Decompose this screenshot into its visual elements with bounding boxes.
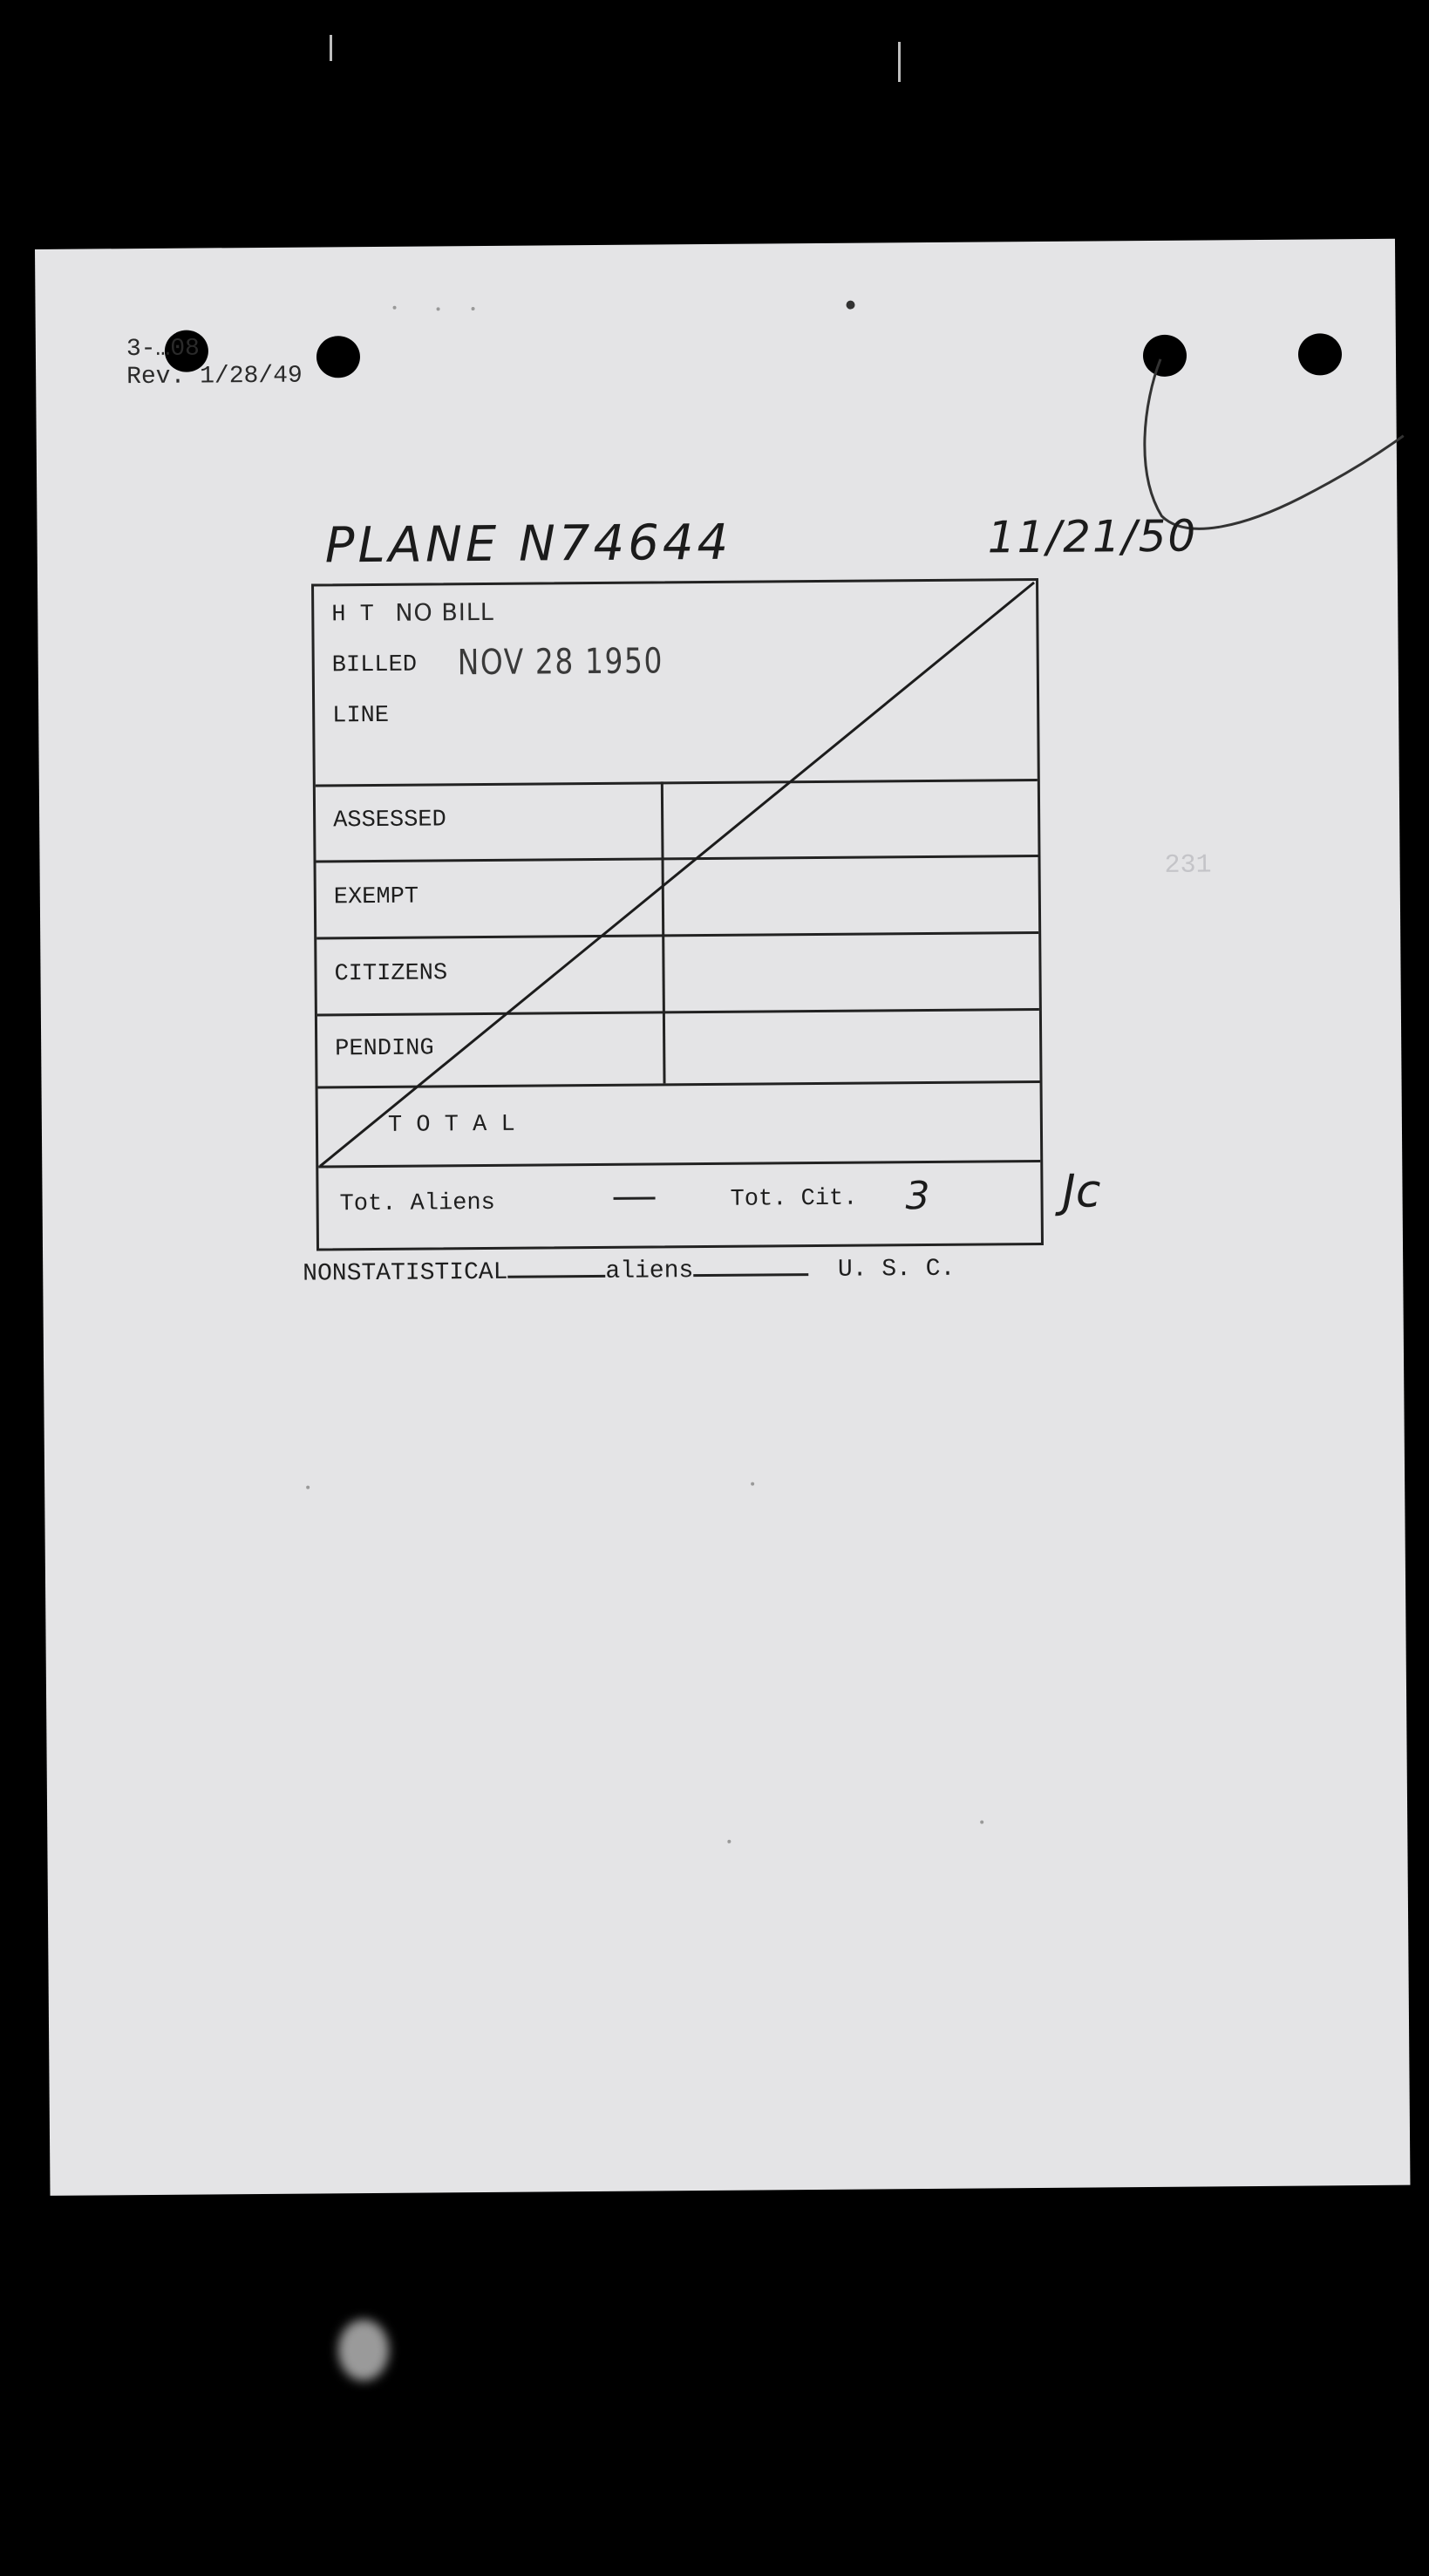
paper-speck [727,1840,731,1843]
paper-speck [846,301,854,310]
form-revision-line: Rev. 1/28/49 [126,362,303,392]
document-page [35,239,1410,2196]
paper-speck [393,306,397,310]
ht-label: H T [331,601,375,629]
nonstatistical-blank [508,1275,606,1278]
paper-speck [472,307,475,310]
nonstatistical-line [303,1256,955,1288]
punch-hole [316,336,360,378]
handwritten-initials: Jc [1062,1165,1101,1218]
paper-speck [751,1482,754,1486]
paper-speck [980,1821,983,1824]
tot-cit-value: 3 [905,1173,930,1219]
handwritten-plane-number: PLANE N74644 [324,514,732,575]
tally-form [311,578,1044,1251]
no-bill-stamp: NO BILL [395,598,495,627]
assessed-label: ASSESSED [333,807,446,835]
exempt-label: EXEMPT [333,883,419,911]
tot-aliens-label: Tot. Aliens [339,1189,495,1218]
nonstatistical-label: NONSTATISTICAL [303,1258,508,1288]
form-number-line: 3-…08 [126,335,201,364]
billed-date-stamp: NOV 28 1950 [457,641,664,684]
usc-label: U. S. C. [837,1255,956,1284]
tot-aliens-dash [614,1196,656,1199]
citizens-label: CITIZENS [334,960,448,988]
aliens-blank [693,1273,808,1277]
scan-mark [898,42,901,82]
pending-label: PENDING [335,1035,434,1063]
tot-cit-label: Tot. Cit. [730,1185,858,1213]
billed-label: BILLED [331,651,418,679]
scan-mark [330,35,332,61]
total-label: T O T A L [387,1111,515,1139]
aliens-label: aliens [605,1257,694,1285]
paper-speck [306,1486,310,1489]
scan-smudge [338,2320,389,2381]
line-label: LINE [332,702,390,730]
cancel-diagonal-line [314,581,1041,1248]
form-number [126,335,303,392]
paper-speck [437,307,440,310]
handwritten-date: 11/21/50 [987,510,1198,563]
faint-page-number: 231 [1164,850,1212,881]
